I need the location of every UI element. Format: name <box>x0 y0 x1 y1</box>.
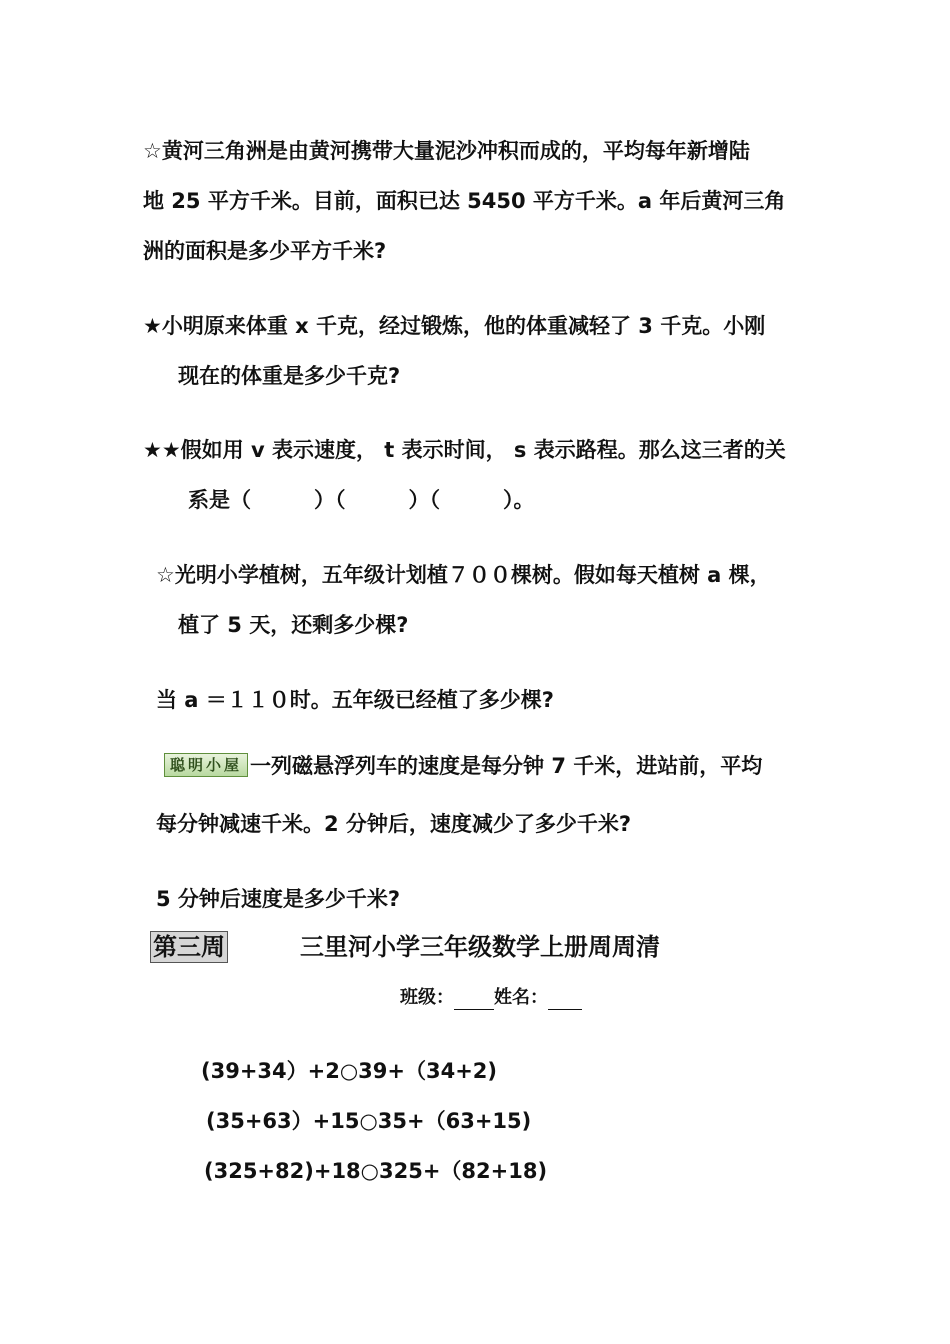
problem-5-line-3: 5 分钟后速度是多少千米? <box>156 887 401 911</box>
problem-3-line-2: 系是（ ）（ ）（ ）。 <box>188 488 535 512</box>
problem-3-line-1: ★★假如用 v 表示速度， t 表示时间， s 表示路程。那么这三者的关 <box>143 438 786 462</box>
problem-5-line-2: 每分钟减速千米。2 分钟后，速度减少了多少千米? <box>156 812 632 836</box>
class-name-line <box>400 986 582 1010</box>
problem-4-line-3: 当 a ＝１１０时。五年级已经植了多少棵? <box>156 688 554 712</box>
smart-house-badge: 聪明小屋 <box>164 753 248 777</box>
compare-row-1: (39+34）+2○39+（34+2) <box>201 1059 498 1083</box>
name-label: 姓名： <box>494 987 548 1008</box>
problem-4-line-1: ☆光明小学植树，五年级计划植７００棵树。假如每天植树 a 棵， <box>156 563 771 587</box>
problem-2-line-1: ★小明原来体重 x 千克，经过锻炼，他的体重减轻了 3 千克。小刚 <box>143 314 766 338</box>
problem-1-line-1: ☆黄河三角洲是由黄河携带大量泥沙冲积而成的，平均每年新增陆 <box>143 139 750 163</box>
problem-1-line-2: 地 25 平方千米。目前，面积已达 5450 平方千米。a 年后黄河三角 <box>143 189 786 213</box>
page-title: 三里河小学三年级数学上册周周清 <box>300 933 660 961</box>
compare-row-3: (325+82)+18○325+（82+18) <box>204 1159 548 1183</box>
problem-1-line-3: 洲的面积是多少平方千米? <box>143 239 387 263</box>
problem-5-line-1 <box>164 752 762 780</box>
week-label: 第三周 <box>150 931 228 963</box>
class-blank[interactable] <box>454 989 494 1010</box>
class-label: 班级： <box>400 987 454 1008</box>
problem-2-line-2: 现在的体重是多少千克? <box>178 364 401 388</box>
problem-5-line-1-text: 一列磁悬浮列车的速度是每分钟 7 千米，进站前，平均 <box>250 754 763 778</box>
name-blank[interactable] <box>548 989 582 1010</box>
compare-row-2: (35+63）+15○35+（63+15) <box>206 1109 532 1133</box>
problem-4-line-2: 植了 5 天，还剩多少棵? <box>178 613 409 637</box>
